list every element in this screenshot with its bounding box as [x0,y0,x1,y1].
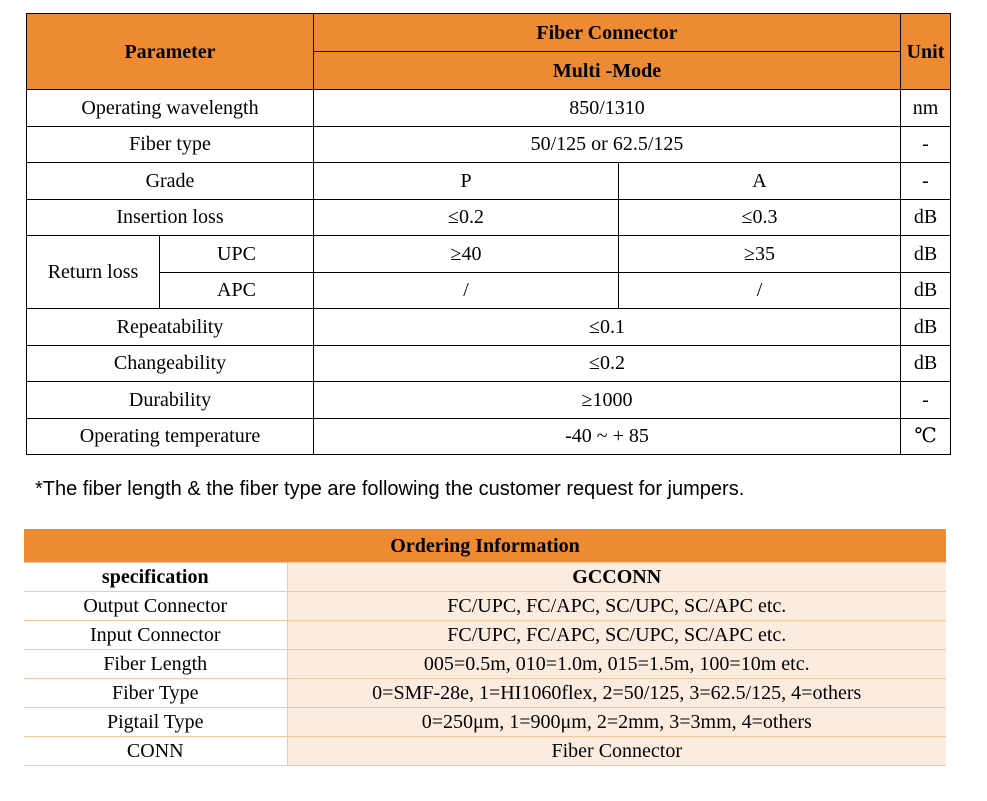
ordering-label: Fiber Length [24,650,287,679]
multi-mode-header: Multi -Mode [314,52,901,90]
table-row [24,708,946,737]
table-row [27,163,951,200]
upc-a: ≥35 [619,236,901,273]
changeability-unit: dB [901,345,951,382]
ordering-label: Pigtail Type [24,708,287,737]
table-row [27,126,951,163]
spec-table [26,13,951,455]
changeability-value: ≤0.2 [314,345,901,382]
wavelength-unit: nm [901,90,951,127]
ordering-value: 005=0.5m, 010=1.0m, 015=1.5m, 100=10m etc. [287,650,946,679]
temperature-value: -40 ~ + 85 [314,418,901,455]
table-row [27,199,951,236]
insertion-loss-a: ≤0.3 [619,199,901,236]
table-row [27,418,951,455]
table-row [27,90,951,127]
grade-p: P [314,163,619,200]
table-row [24,621,946,650]
table-row [27,309,951,346]
upc-p: ≥40 [314,236,619,273]
ordering-value: Fiber Connector [287,737,946,766]
insertion-loss-p: ≤0.2 [314,199,619,236]
table-row [24,592,946,621]
footnote: *The fiber length & the fiber type are following the customer request for jumpers. [35,478,745,500]
repeatability-unit: dB [901,309,951,346]
apc-a: / [619,272,901,309]
table-row [27,236,951,273]
ordering-label: Fiber Type [24,679,287,708]
table-row [27,382,951,419]
table-row [27,345,951,382]
durability-value: ≥1000 [314,382,901,419]
table-row [24,737,946,766]
ordering-label: CONN [24,737,287,766]
fiber-connector-header: Fiber Connector [314,14,901,52]
wavelength-value: 850/1310 [314,90,901,127]
repeatability-value: ≤0.1 [314,309,901,346]
durability-label: Durability [27,382,314,419]
ordering-title: Ordering Information [24,529,946,563]
return-loss-label: Return loss [27,236,160,309]
fiber-type-value: 50/125 or 62.5/125 [314,126,901,163]
table-row [24,650,946,679]
ordering-value: 0=SMF-28e, 1=HI1060flex, 2=50/125, 3=62.5/125, 4=others [287,679,946,708]
insertion-loss-unit: dB [901,199,951,236]
apc-p: / [314,272,619,309]
apc-label: APC [160,272,314,309]
grade-label: Grade [27,163,314,200]
upc-unit: dB [901,236,951,273]
ordering-header-row [24,563,946,592]
ordering-value: FC/UPC, FC/APC, SC/UPC, SC/APC etc. [287,621,946,650]
repeatability-label: Repeatability [27,309,314,346]
wavelength-label: Operating wavelength [27,90,314,127]
fiber-type-unit: - [901,126,951,163]
ordering-label: Output Connector [24,592,287,621]
durability-unit: - [901,382,951,419]
table-row [24,679,946,708]
grade-unit: - [901,163,951,200]
parameter-header: Parameter [27,14,314,90]
upc-label: UPC [160,236,314,273]
ordering-value: FC/UPC, FC/APC, SC/UPC, SC/APC etc. [287,592,946,621]
spec-header-row [27,14,951,52]
insertion-loss-label: Insertion loss [27,199,314,236]
ordering-table [24,529,946,766]
apc-unit: dB [901,272,951,309]
specification-header: specification [24,563,287,592]
fiber-type-label: Fiber type [27,126,314,163]
temperature-label: Operating temperature [27,418,314,455]
unit-header: Unit [901,14,951,90]
ordering-value: 0=250μm, 1=900μm, 2=2mm, 3=3mm, 4=others [287,708,946,737]
temperature-unit: ℃ [901,418,951,455]
ordering-title-row [24,529,946,563]
product-code-header: GCCONN [287,563,946,592]
grade-a: A [619,163,901,200]
ordering-label: Input Connector [24,621,287,650]
table-row [27,272,951,309]
changeability-label: Changeability [27,345,314,382]
